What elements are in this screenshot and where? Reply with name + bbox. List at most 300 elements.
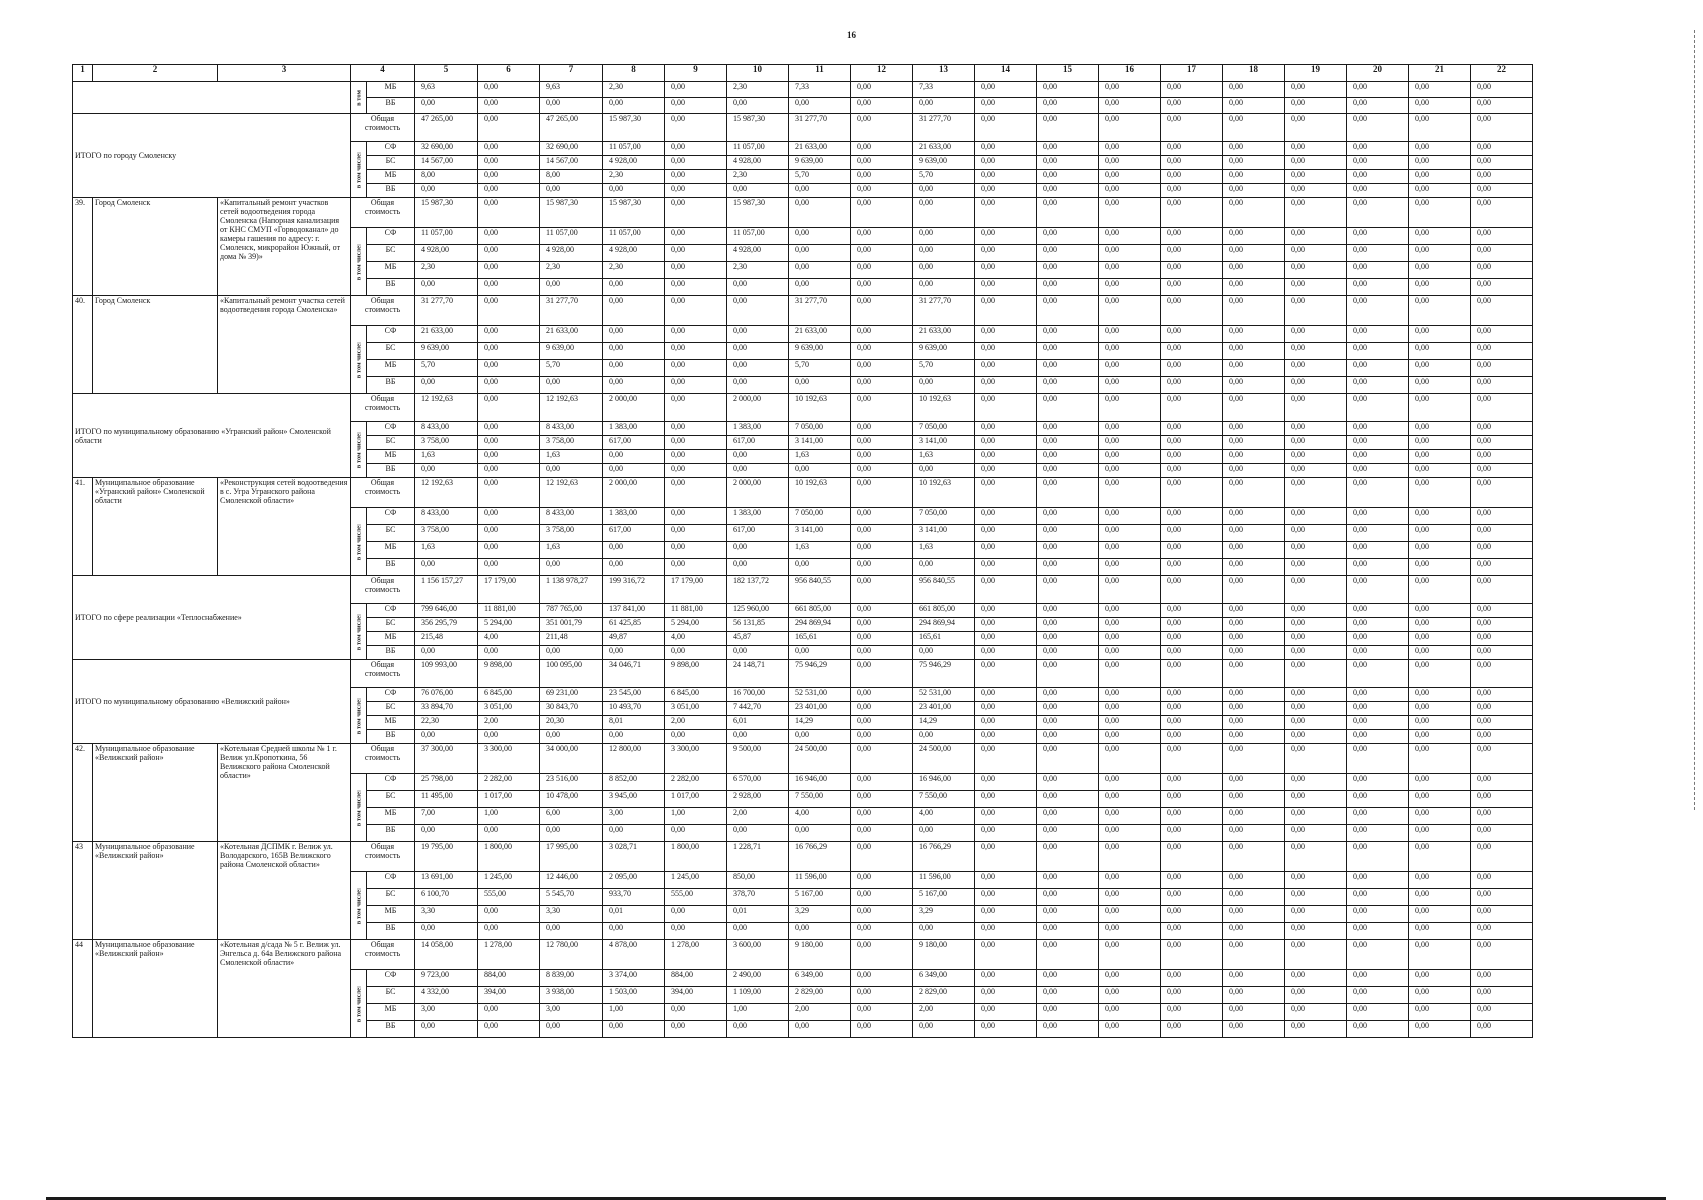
value-cell: 0,00: [1099, 970, 1161, 987]
municipality-name: Муниципальное образование «Велижский район»: [93, 940, 218, 1038]
value-cell: 0,00: [851, 326, 913, 343]
row-number: 40.: [73, 296, 93, 394]
value-cell: 799 646,00: [415, 604, 478, 618]
value-cell: 0,00: [1409, 170, 1471, 184]
value-cell: 12 192,63: [415, 478, 478, 508]
value-cell: 0,00: [975, 422, 1037, 436]
value-cell: 0,00: [1409, 508, 1471, 525]
value-cell: 3 141,00: [789, 525, 851, 542]
value-cell: 11 596,00: [789, 872, 851, 889]
value-cell: 0,00: [1037, 464, 1099, 478]
value-cell: 0,00: [1223, 604, 1285, 618]
value-cell: 0,00: [665, 82, 727, 98]
value-cell: 0,00: [1099, 923, 1161, 940]
value-cell: 0,00: [1285, 774, 1347, 791]
value-cell: 11 057,00: [603, 228, 665, 245]
value-cell: 0,00: [1099, 872, 1161, 889]
value-cell: 0,00: [1285, 646, 1347, 660]
funding-source: ВБ: [367, 825, 415, 842]
value-cell: 0,00: [727, 1021, 789, 1038]
value-cell: 0,00: [851, 716, 913, 730]
value-cell: 2 490,00: [727, 970, 789, 987]
value-cell: 0,00: [1471, 156, 1533, 170]
value-cell: 0,00: [851, 82, 913, 98]
value-cell: 0,00: [1099, 326, 1161, 343]
value-cell: 0,00: [1099, 198, 1161, 228]
value-cell: 0,00: [1037, 646, 1099, 660]
value-cell: 0,00: [1347, 970, 1409, 987]
in-total-vertical-label: [351, 422, 367, 478]
value-cell: 23 516,00: [540, 774, 603, 791]
value-cell: 14 058,00: [415, 940, 478, 970]
value-cell: 0,00: [851, 791, 913, 808]
value-cell: 0,00: [975, 632, 1037, 646]
value-cell: 31 277,70: [415, 296, 478, 326]
value-cell: 0,00: [478, 1004, 540, 1021]
value-cell: 0,00: [1223, 296, 1285, 326]
value-cell: 0,00: [851, 576, 913, 604]
value-cell: 394,00: [478, 987, 540, 1004]
value-cell: 0,00: [415, 377, 478, 394]
value-cell: 0,00: [1347, 170, 1409, 184]
value-cell: 0,00: [1037, 262, 1099, 279]
value-cell: 0,00: [1347, 791, 1409, 808]
value-cell: 5 167,00: [789, 889, 851, 906]
value-cell: 0,00: [975, 1021, 1037, 1038]
value-cell: 0,00: [851, 360, 913, 377]
column-header: 6: [478, 65, 540, 82]
value-cell: 15 987,30: [727, 198, 789, 228]
value-cell: 0,00: [975, 730, 1037, 744]
in-total-vertical-label: [351, 774, 367, 842]
value-cell: 0,00: [1037, 576, 1099, 604]
column-header: 17: [1161, 65, 1223, 82]
value-cell: 7,33: [789, 82, 851, 98]
column-header: 4: [351, 65, 415, 82]
value-cell: 0,00: [478, 142, 540, 156]
column-header: 21: [1409, 65, 1471, 82]
value-cell: 0,00: [1409, 377, 1471, 394]
value-cell: 11 596,00: [913, 872, 975, 889]
total-label: ИТОГО по сфере реализации «Теплоснабжение»: [73, 576, 351, 660]
header-row: [73, 65, 1595, 82]
value-cell: 0,00: [851, 436, 913, 450]
value-cell: 0,00: [1409, 774, 1471, 791]
value-cell: 0,00: [727, 730, 789, 744]
value-cell: 0,00: [1161, 970, 1223, 987]
value-cell: 0,00: [975, 478, 1037, 508]
value-cell: 0,00: [1161, 360, 1223, 377]
value-cell: 0,00: [1409, 142, 1471, 156]
value-cell: 14 567,00: [540, 156, 603, 170]
value-cell: 1 278,00: [665, 940, 727, 970]
value-cell: 0,00: [1471, 184, 1533, 198]
value-cell: 0,00: [1161, 825, 1223, 842]
value-cell: 0,00: [851, 478, 913, 508]
value-cell: 0,00: [727, 559, 789, 576]
value-cell: 0,00: [665, 478, 727, 508]
value-cell: 0,00: [975, 228, 1037, 245]
value-cell: 0,00: [1285, 987, 1347, 1004]
value-cell: 0,00: [1347, 576, 1409, 604]
value-cell: 0,00: [1099, 262, 1161, 279]
value-cell: 0,00: [1037, 326, 1099, 343]
value-cell: 0,00: [1223, 576, 1285, 604]
value-cell: 0,00: [478, 542, 540, 559]
value-cell: 32 690,00: [540, 142, 603, 156]
value-cell: 0,00: [1409, 82, 1471, 98]
value-cell: 0,00: [1161, 228, 1223, 245]
value-cell: 0,00: [1409, 394, 1471, 422]
project-description: «Котельная ДСПМК г. Велиж ул. Володарского, 165В Велижского района Смоленской области»: [218, 842, 351, 940]
value-cell: 0,00: [913, 464, 975, 478]
value-cell: 4 878,00: [603, 940, 665, 970]
value-cell: 0,00: [1099, 436, 1161, 450]
value-cell: 0,00: [851, 279, 913, 296]
value-cell: 0,00: [415, 730, 478, 744]
funding-source: БС: [367, 702, 415, 716]
value-cell: 2,30: [603, 262, 665, 279]
value-cell: 0,00: [975, 940, 1037, 970]
value-cell: 0,00: [1099, 464, 1161, 478]
value-cell: 69 231,00: [540, 688, 603, 702]
value-cell: 0,00: [727, 326, 789, 343]
value-cell: 0,00: [727, 98, 789, 114]
value-cell: 0,00: [1223, 889, 1285, 906]
value-cell: 7 550,00: [789, 791, 851, 808]
value-cell: 2,00: [789, 1004, 851, 1021]
value-cell: 0,00: [1223, 98, 1285, 114]
value-cell: 0,00: [975, 156, 1037, 170]
value-cell: 24 500,00: [913, 744, 975, 774]
value-cell: 294 869,94: [789, 618, 851, 632]
value-cell: 661 805,00: [913, 604, 975, 618]
value-cell: 0,00: [665, 542, 727, 559]
value-cell: 555,00: [665, 889, 727, 906]
value-cell: 9 898,00: [478, 660, 540, 688]
value-cell: 0,00: [1471, 1021, 1533, 1038]
funding-source: МБ: [367, 262, 415, 279]
value-cell: 0,00: [1409, 604, 1471, 618]
value-cell: 0,00: [727, 184, 789, 198]
value-cell: 1 156 157,27: [415, 576, 478, 604]
value-cell: 0,00: [851, 559, 913, 576]
value-cell: 2 000,00: [727, 478, 789, 508]
value-cell: 3 758,00: [540, 525, 603, 542]
row-number: 41.: [73, 478, 93, 576]
value-cell: 6,00: [540, 808, 603, 825]
value-cell: 0,00: [1223, 730, 1285, 744]
value-cell: 0,00: [1223, 508, 1285, 525]
value-cell: 34 046,71: [603, 660, 665, 688]
value-cell: 0,00: [1099, 808, 1161, 825]
value-cell: 0,00: [1471, 478, 1533, 508]
value-cell: 0,00: [1161, 632, 1223, 646]
value-cell: 0,00: [1471, 114, 1533, 142]
value-cell: 0,00: [1223, 343, 1285, 360]
value-cell: 2,30: [415, 262, 478, 279]
value-cell: 12 446,00: [540, 872, 603, 889]
value-cell: 0,00: [1161, 279, 1223, 296]
value-cell: 617,00: [727, 436, 789, 450]
funding-source: СФ: [367, 872, 415, 889]
table-row: [73, 660, 1595, 688]
value-cell: 0,00: [851, 730, 913, 744]
value-cell: 0,00: [1099, 114, 1161, 142]
value-cell: 0,00: [1037, 688, 1099, 702]
value-cell: 0,00: [1099, 730, 1161, 744]
value-cell: 0,00: [1223, 688, 1285, 702]
value-cell: 0,00: [975, 170, 1037, 184]
value-cell: 0,00: [1037, 730, 1099, 744]
value-cell: 9 180,00: [913, 940, 975, 970]
value-cell: 0,00: [1161, 508, 1223, 525]
value-cell: 0,00: [975, 559, 1037, 576]
value-cell: 0,00: [1223, 940, 1285, 970]
value-cell: 0,00: [1347, 604, 1409, 618]
value-cell: 0,00: [1223, 970, 1285, 987]
funding-table-wrapper: [72, 64, 1594, 1038]
value-cell: 0,00: [603, 98, 665, 114]
table-row: [73, 82, 1595, 98]
value-cell: 0,00: [1099, 98, 1161, 114]
value-cell: 0,00: [1223, 618, 1285, 632]
value-cell: 0,00: [975, 296, 1037, 326]
value-cell: 0,00: [975, 576, 1037, 604]
value-cell: 0,00: [1285, 808, 1347, 825]
value-cell: 1 800,00: [665, 842, 727, 872]
row-number: 39.: [73, 198, 93, 296]
value-cell: 0,00: [975, 326, 1037, 343]
funding-source: БС: [367, 245, 415, 262]
value-cell: 211,48: [540, 632, 603, 646]
value-cell: 0,00: [1223, 156, 1285, 170]
funding-source: СФ: [367, 508, 415, 525]
value-cell: 0,00: [603, 296, 665, 326]
value-cell: 23 545,00: [603, 688, 665, 702]
value-cell: 0,00: [1037, 170, 1099, 184]
value-cell: 0,00: [1347, 436, 1409, 450]
value-cell: 9 639,00: [540, 343, 603, 360]
value-cell: 6 570,00: [727, 774, 789, 791]
value-cell: 0,00: [665, 525, 727, 542]
value-cell: 3 758,00: [540, 436, 603, 450]
value-cell: 0,00: [1285, 377, 1347, 394]
value-cell: 0,00: [1037, 702, 1099, 716]
value-cell: 2,30: [603, 82, 665, 98]
value-cell: 0,00: [1347, 464, 1409, 478]
value-cell: 0,00: [975, 262, 1037, 279]
value-cell: 0,00: [415, 279, 478, 296]
value-cell: 0,00: [975, 436, 1037, 450]
value-cell: 0,00: [1409, 326, 1471, 343]
value-cell: 0,00: [1223, 744, 1285, 774]
value-cell: 9,63: [415, 82, 478, 98]
value-cell: 12 800,00: [603, 744, 665, 774]
table-row: [73, 576, 1595, 604]
value-cell: 0,00: [1161, 156, 1223, 170]
value-cell: 0,00: [1037, 632, 1099, 646]
value-cell: 0,00: [540, 559, 603, 576]
value-cell: 0,00: [1285, 198, 1347, 228]
value-cell: 0,00: [1285, 542, 1347, 559]
value-cell: 0,00: [1037, 744, 1099, 774]
value-cell: 0,00: [1099, 142, 1161, 156]
value-cell: 0,00: [1347, 198, 1409, 228]
funding-source: БС: [367, 791, 415, 808]
value-cell: 11 057,00: [727, 142, 789, 156]
value-cell: 1 109,00: [727, 987, 789, 1004]
value-cell: 6 845,00: [665, 688, 727, 702]
value-cell: 0,00: [415, 464, 478, 478]
value-cell: 47 265,00: [540, 114, 603, 142]
value-cell: 52 531,00: [789, 688, 851, 702]
value-cell: 0,00: [1285, 394, 1347, 422]
value-cell: 0,00: [1037, 245, 1099, 262]
value-cell: 0,00: [1347, 730, 1409, 744]
value-cell: 0,00: [1347, 114, 1409, 142]
municipality-name: Город Смоленск: [93, 198, 218, 296]
value-cell: 0,00: [1285, 872, 1347, 889]
value-cell: 0,00: [1099, 296, 1161, 326]
value-cell: 0,00: [727, 825, 789, 842]
value-cell: 0,00: [1285, 296, 1347, 326]
value-cell: 8 433,00: [540, 422, 603, 436]
value-cell: 0,00: [1161, 702, 1223, 716]
value-cell: 3,29: [789, 906, 851, 923]
value-cell: 0,00: [540, 825, 603, 842]
value-cell: 0,00: [1037, 450, 1099, 464]
value-cell: 0,00: [603, 326, 665, 343]
value-cell: 0,00: [1037, 279, 1099, 296]
value-cell: 1,63: [540, 542, 603, 559]
funding-source: СФ: [367, 774, 415, 791]
value-cell: 7,00: [415, 808, 478, 825]
value-cell: 0,00: [851, 808, 913, 825]
value-cell: 0,00: [1471, 542, 1533, 559]
column-header: 20: [1347, 65, 1409, 82]
value-cell: 0,00: [1409, 98, 1471, 114]
value-cell: 0,00: [1471, 618, 1533, 632]
value-cell: 0,00: [851, 872, 913, 889]
value-cell: 3 141,00: [913, 525, 975, 542]
value-cell: 0,00: [1161, 987, 1223, 1004]
value-cell: 0,00: [1161, 618, 1223, 632]
value-cell: 0,00: [1099, 450, 1161, 464]
value-cell: 0,00: [1471, 343, 1533, 360]
value-cell: 4,00: [478, 632, 540, 646]
value-cell: 2,30: [603, 170, 665, 184]
value-cell: 0,00: [851, 646, 913, 660]
column-header: 7: [540, 65, 603, 82]
value-cell: 6 349,00: [789, 970, 851, 987]
funding-source: МБ: [367, 360, 415, 377]
value-cell: 34 000,00: [540, 744, 603, 774]
value-cell: 0,00: [1099, 525, 1161, 542]
value-cell: 9,63: [540, 82, 603, 98]
value-cell: 0,00: [665, 394, 727, 422]
funding-source: ВБ: [367, 1021, 415, 1038]
value-cell: 0,00: [851, 906, 913, 923]
value-cell: 0,00: [913, 198, 975, 228]
value-cell: 15 987,30: [603, 198, 665, 228]
value-cell: 0,00: [1037, 825, 1099, 842]
table-row: [73, 842, 1595, 872]
value-cell: 0,00: [1037, 478, 1099, 508]
municipality-name: Муниципальное образование «Велижский район»: [93, 744, 218, 842]
value-cell: 0,00: [975, 889, 1037, 906]
value-cell: 10 192,63: [789, 478, 851, 508]
funding-source: МБ: [367, 170, 415, 184]
value-cell: 884,00: [665, 970, 727, 987]
row-number: 43: [73, 842, 93, 940]
value-cell: 3 141,00: [913, 436, 975, 450]
value-cell: 1 383,00: [727, 508, 789, 525]
value-cell: 3,30: [540, 906, 603, 923]
value-cell: 0,00: [478, 170, 540, 184]
value-cell: 0,00: [1037, 842, 1099, 872]
value-cell: 0,00: [851, 228, 913, 245]
value-cell: 0,00: [1161, 688, 1223, 702]
in-total-vertical-label: [351, 872, 367, 940]
value-cell: 0,00: [603, 646, 665, 660]
value-cell: 0,00: [1037, 394, 1099, 422]
value-cell: 0,00: [1409, 730, 1471, 744]
value-cell: 0,00: [1471, 360, 1533, 377]
value-cell: 10 478,00: [540, 791, 603, 808]
value-cell: 0,00: [1285, 559, 1347, 576]
value-cell: 1 383,00: [603, 508, 665, 525]
value-cell: 0,00: [478, 98, 540, 114]
funding-source: ВБ: [367, 279, 415, 296]
value-cell: 9 639,00: [913, 156, 975, 170]
value-cell: 0,00: [603, 1021, 665, 1038]
value-cell: 0,00: [1099, 660, 1161, 688]
value-cell: 0,00: [1161, 343, 1223, 360]
value-cell: 2,00: [727, 808, 789, 825]
value-cell: 0,00: [1099, 604, 1161, 618]
value-cell: 3,00: [540, 1004, 603, 1021]
value-cell: 0,00: [1471, 450, 1533, 464]
value-cell: 3 758,00: [415, 436, 478, 450]
value-cell: 0,00: [665, 343, 727, 360]
value-cell: 0,00: [1347, 808, 1409, 825]
value-cell: 0,00: [1161, 660, 1223, 688]
project-description: «Реконструкция сетей водоотведения в с. Угра Угранского района Смоленской области»: [218, 478, 351, 576]
value-cell: 0,00: [1223, 198, 1285, 228]
value-cell: 0,00: [1285, 422, 1347, 436]
value-cell: 4 928,00: [540, 245, 603, 262]
value-cell: 0,00: [1285, 716, 1347, 730]
value-cell: 0,00: [1347, 360, 1409, 377]
value-cell: 0,00: [727, 450, 789, 464]
value-cell: 0,00: [1471, 576, 1533, 604]
value-cell: 0,00: [1347, 326, 1409, 343]
value-cell: 0,00: [851, 464, 913, 478]
value-cell: 0,00: [1037, 436, 1099, 450]
value-cell: 0,00: [975, 660, 1037, 688]
value-cell: 0,00: [1223, 245, 1285, 262]
funding-source: СФ: [367, 142, 415, 156]
funding-source: ВБ: [367, 98, 415, 114]
value-cell: 2 095,00: [603, 872, 665, 889]
value-cell: 0,00: [1099, 156, 1161, 170]
value-cell: 0,00: [415, 825, 478, 842]
value-cell: 0,00: [478, 198, 540, 228]
value-cell: 0,00: [1347, 279, 1409, 296]
value-cell: 0,00: [478, 184, 540, 198]
column-header: 3: [218, 65, 351, 82]
